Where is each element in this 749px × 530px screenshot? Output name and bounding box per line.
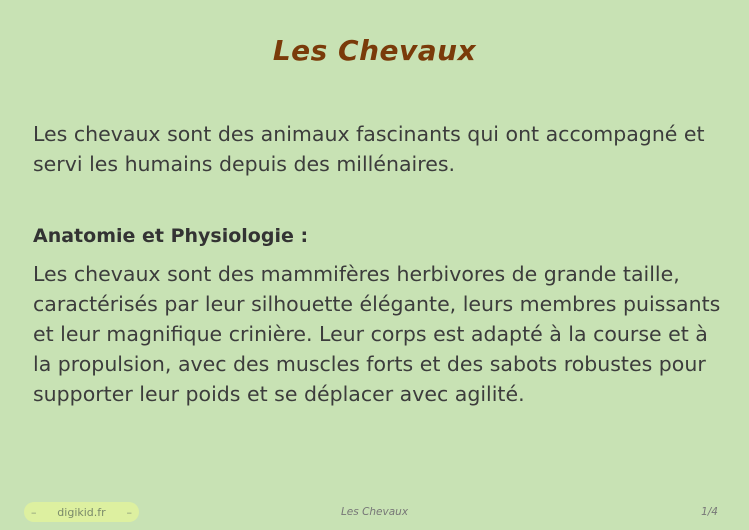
dash-left: – (31, 505, 37, 519)
dash-right: – (126, 505, 132, 519)
intro-paragraph: Les chevaux sont des animaux fascinants qui ont accompagné et servi les humains depuis des millénaires. (33, 122, 705, 176)
section-heading: Anatomie et Physiologie : (33, 225, 309, 247)
footer-page-number: 1/4 (701, 506, 718, 518)
footer-document-title: Les Chevaux (340, 506, 409, 518)
section-body: Les chevaux sont des mammifères herbivores de grande taille, caractérisés par leur silhouette élégante, leurs membres puissants et leur magnifique crinière. Leur corps est adapté à la course et à la propulsion, avec des muscles forts et des sabots robustes pour supporter leur poids et se déplacer avec agilité. (33, 262, 721, 406)
page-title: Les Chevaux (272, 34, 477, 67)
brand-label: digikid.fr (57, 505, 106, 519)
